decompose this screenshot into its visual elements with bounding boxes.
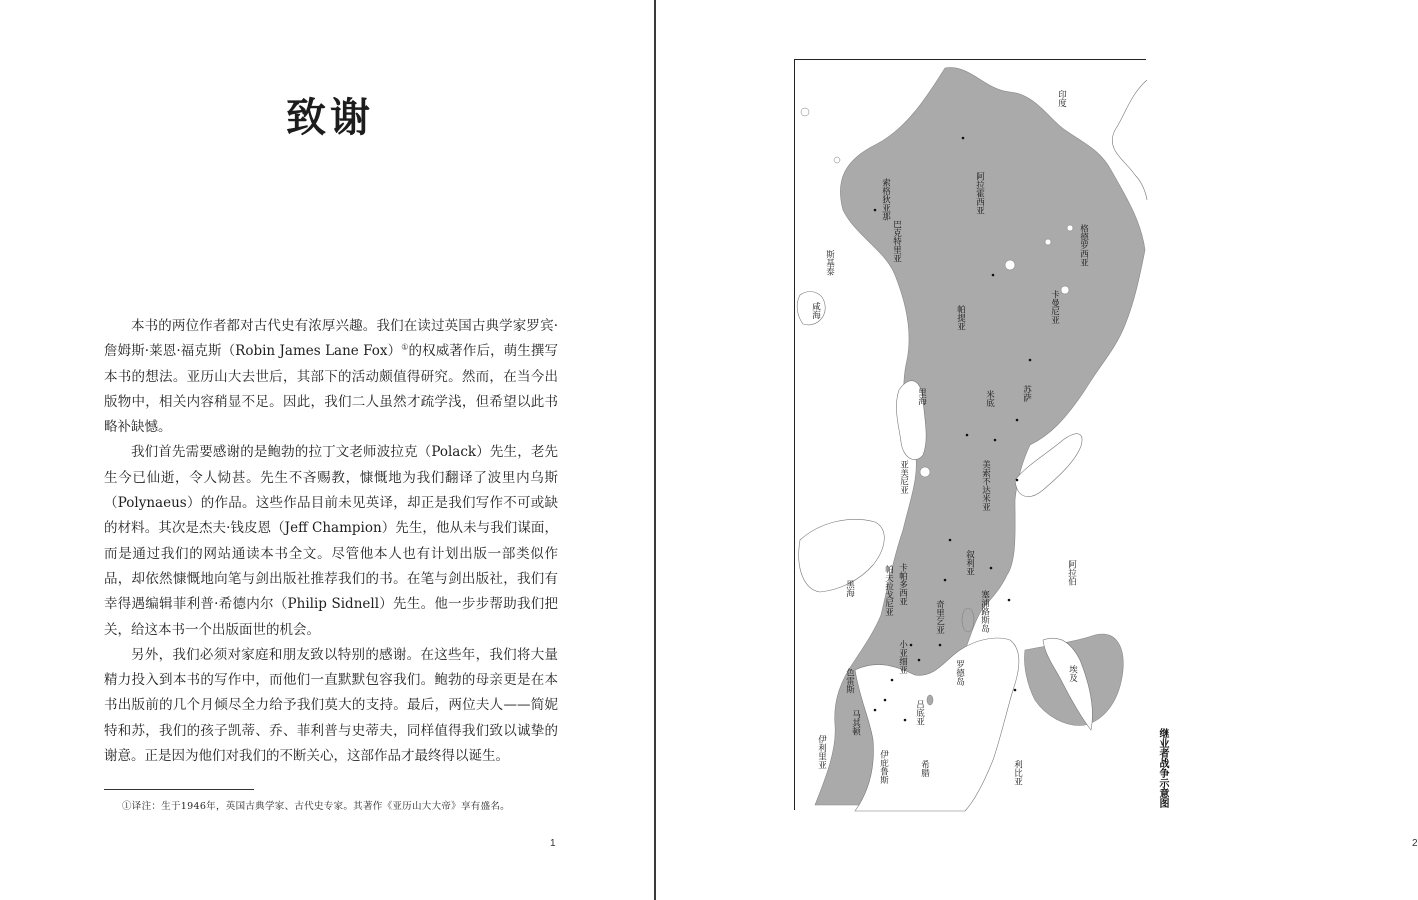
successor-wars-map — [794, 59, 1146, 810]
page-number-left: 1 — [550, 838, 556, 849]
footnote-divider — [104, 789, 254, 790]
map-label-black-sea: 黑海 — [844, 580, 855, 597]
footnote-marker[interactable]: ① — [401, 342, 409, 352]
map-label-gedrosia: 格德罗西亚 — [1078, 224, 1089, 267]
footnote: ①译注：生于1946年，英国古典学家、古代史专家。其著作《亚历山大大帝》享有盛名。 — [122, 801, 510, 812]
left-page — [0, 0, 655, 900]
map-label-paphlagonia: 帕夫拉戈尼亚 — [883, 565, 894, 616]
map-label-rhodes: 罗德岛 — [954, 660, 965, 686]
map-label-parthia: 帕提亚 — [955, 305, 966, 331]
paragraph-3: 另外，我们必须对家庭和朋友致以特别的感谢。在这些年，我们将大量精力投入到本书的写作中，而他们一直默默包容我们。鲍勃的母亲更是在本书出版前的几个月倾尽全力给予我们莫大的支持。最后，两位夫人——简妮特和苏，我们的孩子凯蒂、乔、菲利普与史蒂夫，同样值得我们致以诚挚的谢意。正是因为他们对我们的不断关心，这部作品才最终得以诞生。 — [104, 646, 558, 765]
map-graphic — [795, 60, 1147, 811]
map-label-scythia: 斯基泰 — [824, 250, 835, 276]
map-label-sogdiana: 索格狄亚那 — [880, 178, 891, 221]
map-label-illyria: 伊利里亚 — [816, 735, 827, 769]
map-label-cappadocia: 卡帕多西亚 — [897, 563, 908, 606]
page-number-right: 2 — [1412, 838, 1418, 849]
map-label-greece: 希腊 — [919, 760, 930, 777]
map-label-epirus: 伊庇鲁斯 — [878, 750, 889, 784]
map-label-aral-sea: 咸海 — [810, 302, 821, 319]
map-label-armenia: 亚美尼亚 — [898, 460, 909, 494]
map-label-susa: 苏萨 — [1021, 385, 1032, 402]
paragraph-1: 本书的两位作者都对古代史有浓厚兴趣。我们在读过英国古典学家罗宾·詹姆斯·莱恩·福克斯（Robin James Lane Fox）①的权威著作后，萌生撰写本书的想法。亚历山大去世后，其部下的活动颇值得研究。然而，在当今出版物中，相关内容稍显不足。因此，我们二人虽然才疏学浅，但希望以此书略补缺憾。 — [104, 318, 559, 436]
map-label-india: 印度 — [1056, 90, 1067, 107]
map-label-asia-minor: 小亚细亚 — [897, 640, 908, 674]
page-title: 致谢 — [286, 94, 374, 141]
page-gutter — [654, 0, 656, 900]
map-caption: 继业者战争示意图 — [1157, 728, 1168, 808]
map-label-syria: 叙利亚 — [964, 550, 975, 576]
map-label-arabia: 阿拉伯 — [1066, 560, 1077, 586]
map-label-bactria: 巴克特里亚 — [891, 220, 902, 263]
map-label-carmania: 卡曼尼亚 — [1049, 290, 1060, 324]
map-label-libya: 利比亚 — [1012, 760, 1023, 786]
map-label-arachosia: 阿拉霍西亚 — [974, 172, 985, 215]
map-label-media: 米底 — [984, 390, 995, 407]
map-label-cilicia: 奇里乞亚 — [934, 600, 945, 634]
map-label-lydia: 吕底亚 — [914, 700, 925, 726]
paragraph-2: 我们首先需要感谢的是鲍勃的拉丁文老师波拉克（Polack）先生，老先生今已仙逝，令人恸甚。先生不吝赐教，慷慨地为我们翻译了波里内乌斯（Polynaeus）的作品。这些作品目前未见英译，却正是我们写作不可或缺的材料。其次是杰夫·钱皮恩（Jeff Champion）先生，他从未与我们谋面，而是通过我们的网站通读本书全文。尽管他本人也有计划出版一部类似作品，却依然慷慨地向笔与剑出版社推荐我们的书。在笔与剑出版社，我们有幸得遇编辑菲利普·希德内尔（Philip Sidnell）先生。他一步步帮助我们把关，给这本书一个出版面世的机会。 — [104, 444, 558, 638]
map-label-caspian-sea: 里海 — [916, 388, 927, 405]
map-label-thrace: 色雷斯 — [844, 668, 855, 694]
acknowledgement-body — [104, 314, 558, 769]
map-label-macedonia: 马其顿 — [850, 710, 861, 736]
map-label-cyprus: 塞浦路斯岛 — [979, 590, 990, 633]
map-label-egypt: 埃及 — [1067, 665, 1078, 682]
map-label-mesopotamia: 美索不达米亚 — [980, 460, 991, 511]
